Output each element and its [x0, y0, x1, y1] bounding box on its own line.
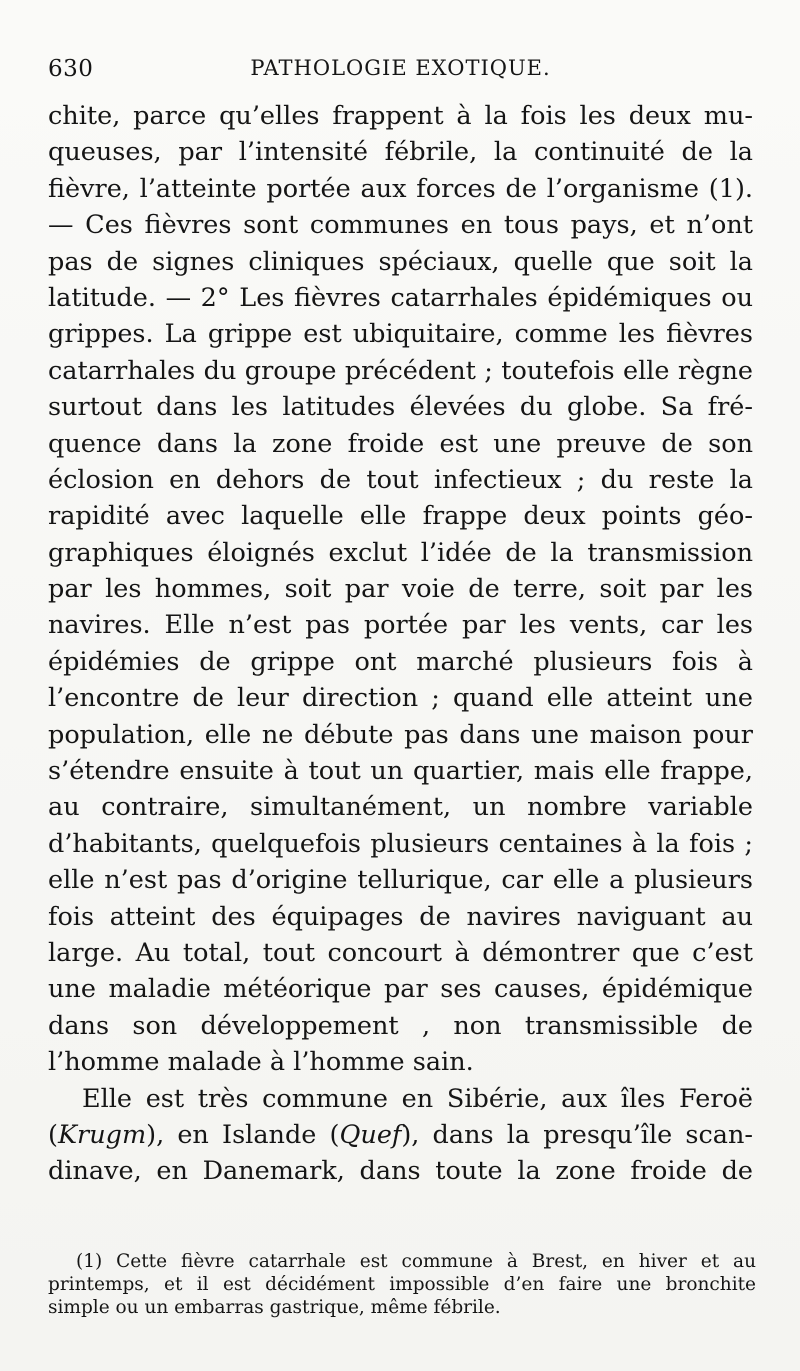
text-line: d’habitants, quelquefois plusieurs centaines à la fois ;: [48, 828, 753, 859]
running-title: PATHOLOGIE EXOTIQUE.: [250, 56, 551, 80]
text-line: s’étendre ensuite à tout un quartier, mais elle frappe,: [48, 756, 753, 787]
text-line: quence dans la zone froide est une preuve de son: [48, 428, 753, 459]
footnote: [48, 1250, 756, 1319]
text-line: queuses, par l’intensité fébrile, la continuité de la: [48, 137, 753, 168]
text-line: l’homme malade à l’homme sain.: [48, 1047, 474, 1078]
author-abbreviation: Quef: [339, 1119, 402, 1150]
text-line: fièvre, l’atteinte portée aux forces de l’organisme (1).: [48, 173, 753, 204]
text-line: large. Au total, tout concourt à démontrer que c’est: [48, 937, 753, 968]
text-line: rapidité avec laquelle elle frappe deux points géo-: [48, 501, 753, 532]
text-line: elle n’est pas d’origine tellurique, car elle a plusieurs: [48, 865, 753, 896]
footnote-line: simple ou un embarras gastrique, même fébrile.: [48, 1297, 501, 1318]
author-abbreviation: Krugm: [57, 1119, 147, 1150]
body-text: [48, 98, 753, 1190]
text-line: chite, parce qu’elles frappent à la fois les deux mu-: [48, 101, 753, 131]
page-number: 630: [48, 56, 94, 82]
text-line: une maladie météorique par ses causes, épidémique: [48, 974, 753, 1005]
text-line: latitude. — 2° Les fièvres catarrhales épidémiques ou: [48, 282, 753, 313]
footnote-line: printemps, et il est décidément impossible d’en faire une bronchite: [48, 1274, 756, 1295]
text-line: par les hommes, soit par voie de terre, soit par les: [48, 574, 753, 605]
text-line: population, elle ne débute pas dans une maison pour: [48, 719, 753, 750]
text-line: au contraire, simultanément, un nombre variable: [48, 792, 753, 823]
text-line: — Ces fièvres sont communes en tous pays, et n’ont: [48, 210, 753, 241]
footnote-line: (1) Cette fièvre catarrhale est commune à Brest, en hiver et au: [76, 1251, 756, 1272]
text-line: navires. Elle n’est pas portée par les vents, car les: [48, 610, 753, 641]
text-line: grippes. La grippe est ubiquitaire, comme les fièvres: [48, 319, 753, 350]
text-line: dans son développement , non transmissible de: [48, 1010, 753, 1041]
text-line: surtout dans les latitudes élevées du globe. Sa fré-: [48, 392, 753, 423]
text-line: graphiques éloignés exclut l’idée de la transmission: [48, 537, 753, 568]
text-line: catarrhales du groupe précédent ; toutefois elle règne: [48, 355, 753, 386]
text-line: fois atteint des équipages de navires naviguant au: [48, 901, 753, 932]
page-header: [48, 56, 753, 86]
text-line: dinave, en Danemark, dans toute la zone froide de: [48, 1156, 753, 1187]
text-line: (Krugm), en Islande (Quef), dans la presqu’île scan-: [48, 1119, 753, 1150]
paragraph-start-line: Elle est très commune en Sibérie, aux îles Feroë: [82, 1083, 753, 1114]
text-line: l’encontre de leur direction ; quand elle atteint une: [48, 683, 753, 714]
text-line: éclosion en dehors de tout infectieux ; du reste la: [48, 464, 753, 495]
text-line: épidémies de grippe ont marché plusieurs fois à: [48, 646, 753, 677]
text-line: pas de signes cliniques spéciaux, quelle que soit la: [48, 246, 753, 277]
